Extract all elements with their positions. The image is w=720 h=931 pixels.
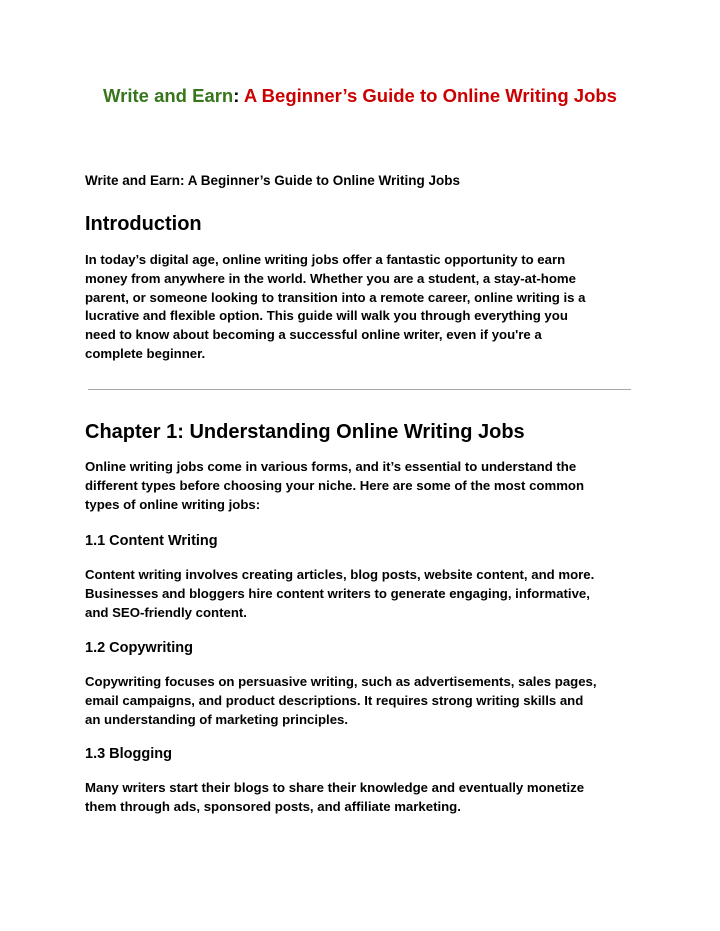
paragraph-line: Many writers start their blogs to share their knowledge and eventually monetize <box>85 780 585 795</box>
document-title <box>0 84 720 108</box>
introduction-paragraph <box>85 251 640 364</box>
paragraph-line: Copywriting focuses on persuasive writing, such as advertisements, sales pages, <box>85 674 597 689</box>
paragraph-line: email campaigns, and product descriptions. It requires strong writing skills and <box>85 692 584 708</box>
title-part-red: A Beginner’s Guide to Online Writing Jobs <box>239 85 617 106</box>
paragraph-line: parent, or someone looking to transition into a remote career, online writing is a <box>85 289 586 305</box>
paragraph-line: an understanding of marketing principles. <box>85 711 349 727</box>
section-paragraph-content-writing <box>85 566 640 622</box>
introduction-heading: Introduction <box>85 213 202 235</box>
paragraph-line: Content writing involves creating articles, blog posts, website content, and more. <box>85 567 595 582</box>
paragraph-line: types of online writing jobs: <box>85 496 261 512</box>
horizontal-divider <box>88 389 631 390</box>
section-heading-blogging: 1.3 Blogging <box>85 746 172 762</box>
document-subtitle: Write and Earn: A Beginner’s Guide to Online Writing Jobs <box>85 173 461 188</box>
paragraph-line: In today’s digital age, online writing jobs offer a fantastic opportunity to earn <box>85 252 566 267</box>
paragraph-line: and SEO-friendly content. <box>85 604 247 620</box>
paragraph-line: lucrative and flexible option. This guide will walk you through everything you <box>85 308 568 324</box>
paragraph-line: Online writing jobs come in various forms, and it’s essential to understand the <box>85 459 577 474</box>
section-paragraph-copywriting <box>85 673 640 729</box>
paragraph-line: Businesses and bloggers hire content writers to generate engaging, informative, <box>85 585 590 601</box>
section-heading-content-writing: 1.1 Content Writing <box>85 533 218 549</box>
paragraph-line: complete beginner. <box>85 345 206 361</box>
paragraph-line: need to know about becoming a successful online writer, even if you're a <box>85 327 542 343</box>
title-part-green: Write and Earn <box>103 85 234 106</box>
paragraph-line: different types before choosing your niche. Here are some of the most common <box>85 477 585 493</box>
paragraph-line: money from anywhere in the world. Whether you are a student, a stay-at-home <box>85 270 576 286</box>
chapter1-paragraph <box>85 458 640 514</box>
section-paragraph-blogging <box>85 779 640 817</box>
chapter1-heading: Chapter 1: Understanding Online Writing Jobs <box>85 421 525 443</box>
title-separator: : <box>233 85 240 106</box>
paragraph-line: them through ads, sponsored posts, and affiliate marketing. <box>85 798 461 814</box>
section-heading-copywriting: 1.2 Copywriting <box>85 640 193 656</box>
